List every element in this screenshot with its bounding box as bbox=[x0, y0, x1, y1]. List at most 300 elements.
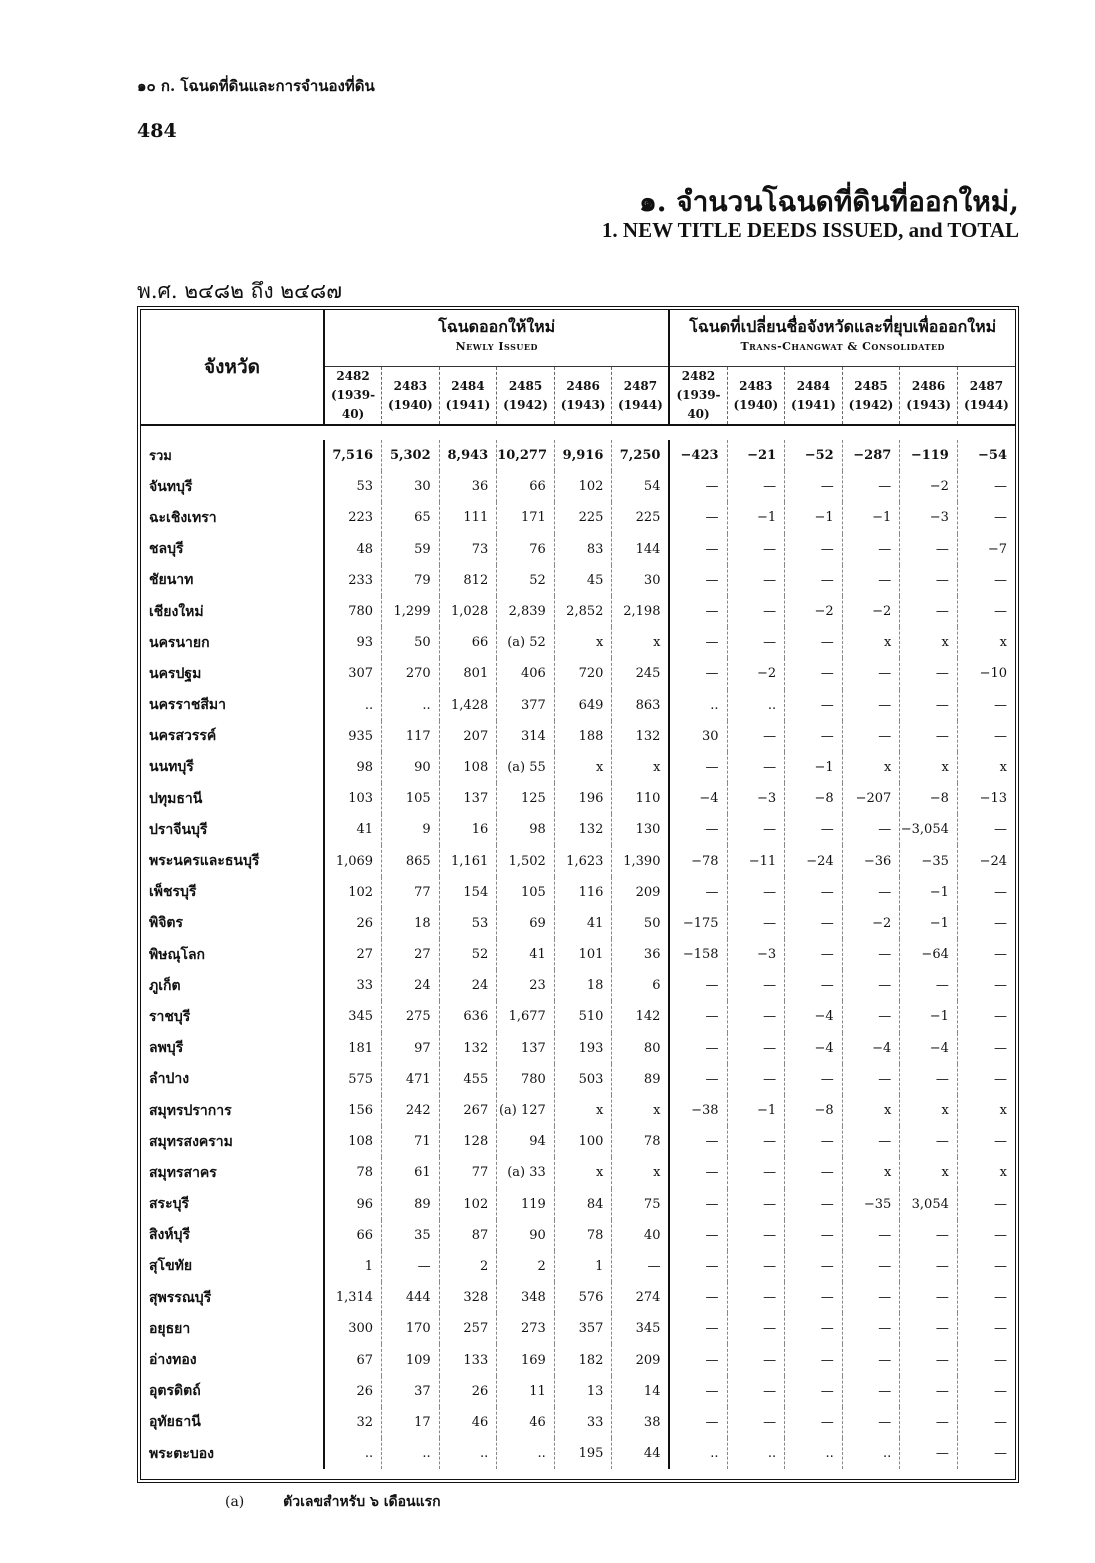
value-cell: — bbox=[785, 1344, 843, 1375]
chapter-heading: ๑๐ ก. โฉนดที่ดินและการจำนองที่ดิน bbox=[137, 77, 375, 95]
value-cell: 37 bbox=[382, 1376, 440, 1407]
value-cell: — bbox=[669, 970, 727, 1001]
value-cell: — bbox=[842, 721, 900, 752]
value-cell: — bbox=[842, 658, 900, 689]
value-cell: 575 bbox=[324, 1064, 382, 1095]
year-header bbox=[785, 367, 843, 426]
value-cell: 9,916 bbox=[554, 440, 612, 471]
footnote-mark: (a) bbox=[225, 1494, 245, 1510]
value-cell: — bbox=[785, 1251, 843, 1282]
value-cell: 2,852 bbox=[554, 596, 612, 627]
value-cell: — bbox=[669, 1189, 727, 1220]
value-cell: 110 bbox=[612, 783, 670, 814]
value-cell: 444 bbox=[382, 1282, 440, 1313]
value-cell: .. bbox=[785, 1438, 843, 1469]
value-cell: — bbox=[842, 1407, 900, 1438]
value-cell: x bbox=[842, 627, 900, 658]
value-cell: −8 bbox=[785, 783, 843, 814]
value-cell: 52 bbox=[497, 565, 555, 596]
value-cell: 96 bbox=[324, 1189, 382, 1220]
year-ce: (1942) bbox=[848, 397, 894, 412]
value-cell: — bbox=[727, 1251, 785, 1282]
year-be: 2482 bbox=[681, 369, 716, 383]
value-cell: 53 bbox=[439, 908, 497, 939]
value-cell: — bbox=[785, 908, 843, 939]
year-header bbox=[669, 367, 727, 426]
value-cell: −54 bbox=[957, 440, 1015, 471]
value-cell: 40 bbox=[612, 1220, 670, 1251]
value-cell: 84 bbox=[554, 1189, 612, 1220]
value-cell: 89 bbox=[382, 1189, 440, 1220]
value-cell: 105 bbox=[382, 783, 440, 814]
value-cell: x bbox=[612, 1157, 670, 1188]
province-name: สมุทรสาคร bbox=[141, 1157, 324, 1188]
table-row bbox=[141, 690, 1015, 721]
value-cell: −2 bbox=[785, 596, 843, 627]
value-cell: 780 bbox=[324, 596, 382, 627]
value-cell: — bbox=[727, 721, 785, 752]
value-cell: — bbox=[842, 814, 900, 845]
value-cell: 14 bbox=[612, 1376, 670, 1407]
value-cell: — bbox=[785, 1407, 843, 1438]
year-header bbox=[497, 367, 555, 426]
value-cell: — bbox=[785, 1157, 843, 1188]
value-cell: — bbox=[900, 1251, 958, 1282]
value-cell: — bbox=[957, 1282, 1015, 1313]
value-cell: 101 bbox=[554, 939, 612, 970]
value-cell: 66 bbox=[439, 627, 497, 658]
year-ce: (1939-40) bbox=[331, 388, 376, 421]
value-cell: — bbox=[785, 565, 843, 596]
value-cell: x bbox=[957, 1095, 1015, 1126]
value-cell: 274 bbox=[612, 1282, 670, 1313]
value-cell: 52 bbox=[439, 939, 497, 970]
value-cell: x bbox=[842, 1157, 900, 1188]
value-cell: −4 bbox=[785, 1001, 843, 1032]
value-cell: — bbox=[785, 690, 843, 721]
value-cell: 78 bbox=[612, 1126, 670, 1157]
value-cell: 18 bbox=[382, 908, 440, 939]
group-header-newly-issued-th: โฉนดออกให้ใหม่ bbox=[438, 317, 556, 336]
value-cell: −10 bbox=[957, 658, 1015, 689]
value-cell: −1 bbox=[785, 752, 843, 783]
value-cell: — bbox=[900, 1376, 958, 1407]
value-cell: 193 bbox=[554, 1033, 612, 1064]
value-cell: — bbox=[957, 471, 1015, 502]
table-row bbox=[141, 627, 1015, 658]
value-cell: 108 bbox=[324, 1126, 382, 1157]
value-cell: 3,054 bbox=[900, 1189, 958, 1220]
value-cell: −78 bbox=[669, 845, 727, 876]
value-cell: 30 bbox=[382, 471, 440, 502]
value-cell: 812 bbox=[439, 565, 497, 596]
table-row bbox=[141, 1095, 1015, 1126]
value-cell: 102 bbox=[554, 471, 612, 502]
value-cell: — bbox=[957, 814, 1015, 845]
value-cell: 225 bbox=[554, 502, 612, 533]
value-cell: — bbox=[900, 534, 958, 565]
value-cell: 102 bbox=[439, 1189, 497, 1220]
value-cell: — bbox=[842, 1126, 900, 1157]
value-cell: 32 bbox=[324, 1407, 382, 1438]
value-cell: — bbox=[842, 970, 900, 1001]
value-cell: — bbox=[727, 814, 785, 845]
value-cell: 182 bbox=[554, 1344, 612, 1375]
value-cell: 46 bbox=[439, 1407, 497, 1438]
table-row bbox=[141, 752, 1015, 783]
value-cell: — bbox=[727, 1064, 785, 1095]
value-cell: −207 bbox=[842, 783, 900, 814]
value-cell: — bbox=[957, 1251, 1015, 1282]
value-cell: 36 bbox=[612, 939, 670, 970]
value-cell: — bbox=[669, 1407, 727, 1438]
value-cell: −24 bbox=[785, 845, 843, 876]
value-cell: 105 bbox=[497, 877, 555, 908]
value-cell: 6 bbox=[612, 970, 670, 1001]
value-cell: — bbox=[669, 565, 727, 596]
year-be: 2486 bbox=[911, 378, 946, 393]
value-cell: 69 bbox=[497, 908, 555, 939]
value-cell: 275 bbox=[382, 1001, 440, 1032]
value-cell: −13 bbox=[957, 783, 1015, 814]
value-cell: 377 bbox=[497, 690, 555, 721]
value-cell: — bbox=[669, 1157, 727, 1188]
value-cell: 137 bbox=[497, 1033, 555, 1064]
province-name: ราชบุรี bbox=[141, 1001, 324, 1032]
value-cell: — bbox=[842, 877, 900, 908]
value-cell: — bbox=[957, 939, 1015, 970]
value-cell: — bbox=[842, 565, 900, 596]
value-cell: 1,299 bbox=[382, 596, 440, 627]
value-cell: 94 bbox=[497, 1126, 555, 1157]
value-cell: — bbox=[842, 1344, 900, 1375]
value-cell: (a) 52 bbox=[497, 627, 555, 658]
table-row bbox=[141, 1189, 1015, 1220]
value-cell: — bbox=[785, 814, 843, 845]
value-cell: 510 bbox=[554, 1001, 612, 1032]
value-cell: 71 bbox=[382, 1126, 440, 1157]
province-name: สุพรรณบุรี bbox=[141, 1282, 324, 1313]
value-cell: −2 bbox=[900, 471, 958, 502]
value-cell: — bbox=[727, 1189, 785, 1220]
value-cell: 207 bbox=[439, 721, 497, 752]
value-cell: −2 bbox=[842, 596, 900, 627]
value-cell: — bbox=[957, 1438, 1015, 1469]
value-cell: — bbox=[669, 1001, 727, 1032]
value-cell: −52 bbox=[785, 440, 843, 471]
value-cell: −8 bbox=[785, 1095, 843, 1126]
value-cell: 41 bbox=[497, 939, 555, 970]
value-cell: 2 bbox=[497, 1251, 555, 1282]
value-cell: 223 bbox=[324, 502, 382, 533]
value-cell: 300 bbox=[324, 1313, 382, 1344]
value-cell: 1 bbox=[554, 1251, 612, 1282]
province-name: อุทัยธานี bbox=[141, 1407, 324, 1438]
value-cell: 50 bbox=[612, 908, 670, 939]
year-ce: (1939-40) bbox=[676, 388, 721, 421]
value-cell: — bbox=[669, 1313, 727, 1344]
value-cell: −1 bbox=[785, 502, 843, 533]
value-cell: −4 bbox=[900, 1033, 958, 1064]
value-cell: 780 bbox=[497, 1064, 555, 1095]
value-cell: x bbox=[957, 1157, 1015, 1188]
value-cell: — bbox=[785, 877, 843, 908]
year-header bbox=[900, 367, 958, 426]
value-cell: 89 bbox=[612, 1064, 670, 1095]
value-cell: x bbox=[612, 627, 670, 658]
value-cell: −21 bbox=[727, 440, 785, 471]
value-cell: x bbox=[957, 752, 1015, 783]
value-cell: 90 bbox=[497, 1220, 555, 1251]
value-cell: — bbox=[842, 471, 900, 502]
table-title-thai: ๑. จำนวนโฉนดที่ดินที่ออกใหม่, bbox=[639, 185, 1019, 218]
value-cell: — bbox=[785, 1282, 843, 1313]
value-cell: 503 bbox=[554, 1064, 612, 1095]
value-cell: 345 bbox=[324, 1001, 382, 1032]
table-row bbox=[141, 1157, 1015, 1188]
table-row bbox=[141, 502, 1015, 533]
value-cell: 1,623 bbox=[554, 845, 612, 876]
value-cell: — bbox=[785, 1064, 843, 1095]
value-cell: 66 bbox=[324, 1220, 382, 1251]
value-cell: 328 bbox=[439, 1282, 497, 1313]
value-cell: — bbox=[669, 1251, 727, 1282]
value-cell: — bbox=[957, 1189, 1015, 1220]
value-cell: .. bbox=[727, 1438, 785, 1469]
value-cell: 50 bbox=[382, 627, 440, 658]
value-cell: — bbox=[900, 1220, 958, 1251]
year-be: 2483 bbox=[739, 378, 773, 393]
value-cell: — bbox=[957, 877, 1015, 908]
table-row bbox=[141, 565, 1015, 596]
value-cell: .. bbox=[669, 1438, 727, 1469]
province-name: พิษณุโลก bbox=[141, 939, 324, 970]
value-cell: 10,277 bbox=[497, 440, 555, 471]
value-cell: 93 bbox=[324, 627, 382, 658]
value-cell: 83 bbox=[554, 534, 612, 565]
value-cell: 273 bbox=[497, 1313, 555, 1344]
table-body bbox=[141, 425, 1015, 1469]
value-cell: 863 bbox=[612, 690, 670, 721]
group-header-trans-changwat-th: โฉนดที่เปลี่ยนชื่อจังหวัดและที่ยุบเพื่อออกใหม่ bbox=[669, 310, 1015, 340]
year-ce: (1940) bbox=[733, 397, 779, 412]
value-cell: .. bbox=[497, 1438, 555, 1469]
province-name: สุโขทัย bbox=[141, 1251, 324, 1282]
value-cell: — bbox=[900, 596, 958, 627]
table-row bbox=[141, 939, 1015, 970]
value-cell: — bbox=[727, 596, 785, 627]
value-cell: — bbox=[900, 1282, 958, 1313]
year-be: 2485 bbox=[508, 378, 543, 393]
value-cell: 77 bbox=[439, 1157, 497, 1188]
value-cell: 100 bbox=[554, 1126, 612, 1157]
value-cell: 142 bbox=[612, 1001, 670, 1032]
value-cell: 109 bbox=[382, 1344, 440, 1375]
value-cell: 33 bbox=[554, 1407, 612, 1438]
year-ce: (1943) bbox=[560, 397, 606, 412]
value-cell: 154 bbox=[439, 877, 497, 908]
year-be: 2485 bbox=[854, 378, 888, 393]
table-row bbox=[141, 814, 1015, 845]
value-cell: — bbox=[957, 565, 1015, 596]
value-cell: 2,198 bbox=[612, 596, 670, 627]
province-name: อุตรดิตถ์ bbox=[141, 1376, 324, 1407]
year-ce: (1942) bbox=[503, 397, 548, 412]
value-cell: 16 bbox=[439, 814, 497, 845]
value-cell: — bbox=[669, 658, 727, 689]
group-header-newly-issued-en: Newly Issued bbox=[455, 340, 538, 353]
year-header bbox=[612, 367, 670, 426]
value-cell: 209 bbox=[612, 1344, 670, 1375]
value-cell: 102 bbox=[324, 877, 382, 908]
value-cell: — bbox=[900, 1064, 958, 1095]
value-cell: 80 bbox=[612, 1033, 670, 1064]
value-cell: 8,943 bbox=[439, 440, 497, 471]
value-cell: — bbox=[957, 1126, 1015, 1157]
value-cell: — bbox=[727, 1157, 785, 1188]
value-cell: — bbox=[785, 1220, 843, 1251]
value-cell: −36 bbox=[842, 845, 900, 876]
value-cell: x bbox=[554, 1095, 612, 1126]
value-cell: 27 bbox=[382, 939, 440, 970]
value-cell: — bbox=[957, 908, 1015, 939]
table-row bbox=[141, 596, 1015, 627]
value-cell: — bbox=[785, 970, 843, 1001]
value-cell: 132 bbox=[554, 814, 612, 845]
value-cell: 128 bbox=[439, 1126, 497, 1157]
value-cell: −1 bbox=[727, 502, 785, 533]
value-cell: — bbox=[785, 721, 843, 752]
year-header bbox=[439, 367, 497, 426]
value-cell: −3 bbox=[727, 783, 785, 814]
value-cell: .. bbox=[382, 690, 440, 721]
year-header bbox=[324, 367, 382, 426]
value-cell: .. bbox=[669, 690, 727, 721]
value-cell: 307 bbox=[324, 658, 382, 689]
value-cell: 103 bbox=[324, 783, 382, 814]
footnote bbox=[225, 1491, 441, 1513]
value-cell: — bbox=[900, 565, 958, 596]
value-cell: 77 bbox=[382, 877, 440, 908]
value-cell: — bbox=[842, 1251, 900, 1282]
province-name: เพ็ชรบุรี bbox=[141, 877, 324, 908]
value-cell: — bbox=[669, 1282, 727, 1313]
value-cell: 26 bbox=[324, 908, 382, 939]
value-cell: — bbox=[842, 1282, 900, 1313]
value-cell: −1 bbox=[842, 502, 900, 533]
value-cell: −175 bbox=[669, 908, 727, 939]
year-be: 2487 bbox=[623, 378, 658, 393]
value-cell: 116 bbox=[554, 877, 612, 908]
value-cell: x bbox=[957, 627, 1015, 658]
value-cell: x bbox=[554, 752, 612, 783]
value-cell: — bbox=[785, 534, 843, 565]
province-name: นครราชสีมา bbox=[141, 690, 324, 721]
province-name: ลำปาง bbox=[141, 1064, 324, 1095]
value-cell: 38 bbox=[612, 1407, 670, 1438]
value-cell: — bbox=[957, 1064, 1015, 1095]
province-name: อ่างทอง bbox=[141, 1344, 324, 1375]
value-cell: 130 bbox=[612, 814, 670, 845]
value-cell: x bbox=[900, 752, 958, 783]
value-cell: — bbox=[957, 1033, 1015, 1064]
table-row bbox=[141, 783, 1015, 814]
value-cell: — bbox=[785, 1313, 843, 1344]
value-cell: 125 bbox=[497, 783, 555, 814]
value-cell: — bbox=[957, 1376, 1015, 1407]
value-cell: — bbox=[957, 1407, 1015, 1438]
province-name: ปทุมธานี bbox=[141, 783, 324, 814]
value-cell: 65 bbox=[382, 502, 440, 533]
table-row bbox=[141, 1126, 1015, 1157]
province-name: ชลบุรี bbox=[141, 534, 324, 565]
value-cell: 471 bbox=[382, 1064, 440, 1095]
value-cell: — bbox=[957, 596, 1015, 627]
value-cell: x bbox=[900, 627, 958, 658]
province-name: เชียงใหม่ bbox=[141, 596, 324, 627]
value-cell: — bbox=[727, 627, 785, 658]
table-row bbox=[141, 1033, 1015, 1064]
province-name: ภูเก็ต bbox=[141, 970, 324, 1001]
province-name: พระตะบอง bbox=[141, 1438, 324, 1469]
value-cell: 195 bbox=[554, 1438, 612, 1469]
value-cell: 171 bbox=[497, 502, 555, 533]
period-label: พ.ศ. ๒๔๘๒ ถึง ๒๔๘๗ bbox=[137, 279, 343, 303]
value-cell: 73 bbox=[439, 534, 497, 565]
value-cell: 11 bbox=[497, 1376, 555, 1407]
value-cell: — bbox=[727, 534, 785, 565]
value-cell: — bbox=[957, 1344, 1015, 1375]
value-cell: — bbox=[957, 1001, 1015, 1032]
province-name: นครนายก bbox=[141, 627, 324, 658]
group-header-trans-changwat-en: Trans-Changwat & Consolidated bbox=[669, 340, 1015, 367]
value-cell: — bbox=[669, 1344, 727, 1375]
value-cell: 267 bbox=[439, 1095, 497, 1126]
value-cell: 133 bbox=[439, 1344, 497, 1375]
value-cell: — bbox=[727, 1220, 785, 1251]
statistics-table-frame bbox=[137, 306, 1019, 1483]
value-cell: — bbox=[900, 690, 958, 721]
value-cell: — bbox=[957, 970, 1015, 1001]
year-ce: (1944) bbox=[618, 397, 663, 412]
value-cell: 348 bbox=[497, 1282, 555, 1313]
year-header bbox=[382, 367, 440, 426]
year-ce: (1944) bbox=[964, 397, 1009, 412]
value-cell: 67 bbox=[324, 1344, 382, 1375]
value-cell: — bbox=[727, 877, 785, 908]
value-cell: 79 bbox=[382, 565, 440, 596]
value-cell: — bbox=[842, 1001, 900, 1032]
province-name: นครปฐม bbox=[141, 658, 324, 689]
value-cell: −35 bbox=[900, 845, 958, 876]
value-cell: 41 bbox=[324, 814, 382, 845]
value-cell: — bbox=[957, 721, 1015, 752]
value-cell: — bbox=[669, 534, 727, 565]
table-title-english: 1. NEW TITLE DEEDS ISSUED, and TOTAL bbox=[601, 218, 1019, 242]
value-cell: (a) 55 bbox=[497, 752, 555, 783]
value-cell: −2 bbox=[842, 908, 900, 939]
value-cell: 181 bbox=[324, 1033, 382, 1064]
year-ce: (1943) bbox=[906, 397, 951, 412]
value-cell: 36 bbox=[439, 471, 497, 502]
value-cell: −287 bbox=[842, 440, 900, 471]
table-row bbox=[141, 1313, 1015, 1344]
value-cell: −1 bbox=[900, 877, 958, 908]
value-cell: 117 bbox=[382, 721, 440, 752]
value-cell: 18 bbox=[554, 970, 612, 1001]
value-cell: 1,677 bbox=[497, 1001, 555, 1032]
value-cell: — bbox=[842, 1220, 900, 1251]
